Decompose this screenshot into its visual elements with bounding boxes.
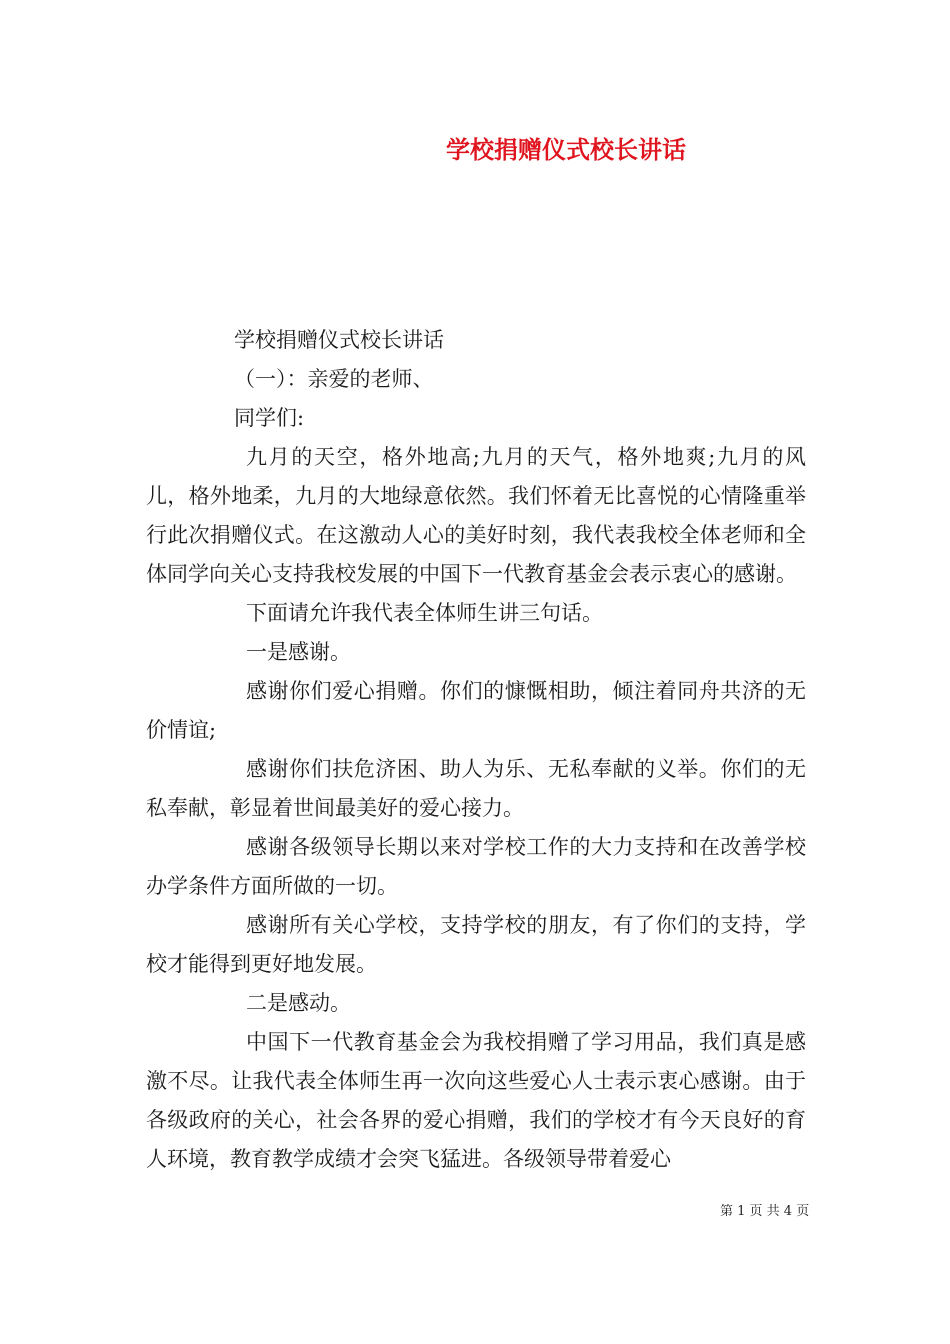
page-number-footer: 第 1 页 共 4 页 — [720, 1204, 810, 1219]
salutation-line-2: 同学们: — [234, 406, 305, 430]
paragraph: 感谢你们爱心捐赠。你们的慷慨相助，倾注着同舟共济的无价情谊; — [146, 679, 806, 742]
paragraph: 中国下一代教育基金会为我校捐赠了学习用品，我们真是感激不尽。让我代表全体师生再一次向这些爱心人士表示衷心感谢。由于各级政府的关心，社会各界的爱心捐赠，我们的学校才有今天良好的育人环境，教育教学成绩才会突飞猛进。各级领导带着爱心 — [146, 1030, 806, 1171]
paragraph: 感谢你们扶危济困、助人为乐、无私奉献的义举。你们的无私奉献，彰显着世间最美好的爱心接力。 — [146, 757, 806, 820]
paragraph: 感谢各级领导长期以来对学校工作的大力支持和在改善学校办学条件方面所做的一切。 — [146, 835, 806, 898]
document-body — [146, 321, 806, 1179]
speech-title: 学校捐赠仪式校长讲话 — [234, 328, 444, 352]
salutation-line-1: （一）：亲爱的老师、 — [234, 367, 434, 391]
paragraph: 下面请允许我代表全体师生讲三句话。 — [246, 601, 603, 625]
document-title: 学校捐赠仪式校长讲话 — [446, 135, 686, 164]
paragraph: 九月的天空，格外地高;九月的天气，格外地爽;九月的风儿，格外地柔，九月的大地绿意依然。我们怀着无比喜悦的心情隆重举行此次捐赠仪式。在这激动人心的美好时刻，我代表我校全体老师和全体同学向关心支持我校发展的中国下一代教育基金会表示衷心的感谢。 — [146, 445, 806, 586]
paragraph: 二是感动。 — [246, 991, 351, 1015]
paragraph: 一是感谢。 — [246, 640, 351, 664]
paragraph: 感谢所有关心学校，支持学校的朋友，有了你们的支持，学校才能得到更好地发展。 — [146, 913, 806, 976]
